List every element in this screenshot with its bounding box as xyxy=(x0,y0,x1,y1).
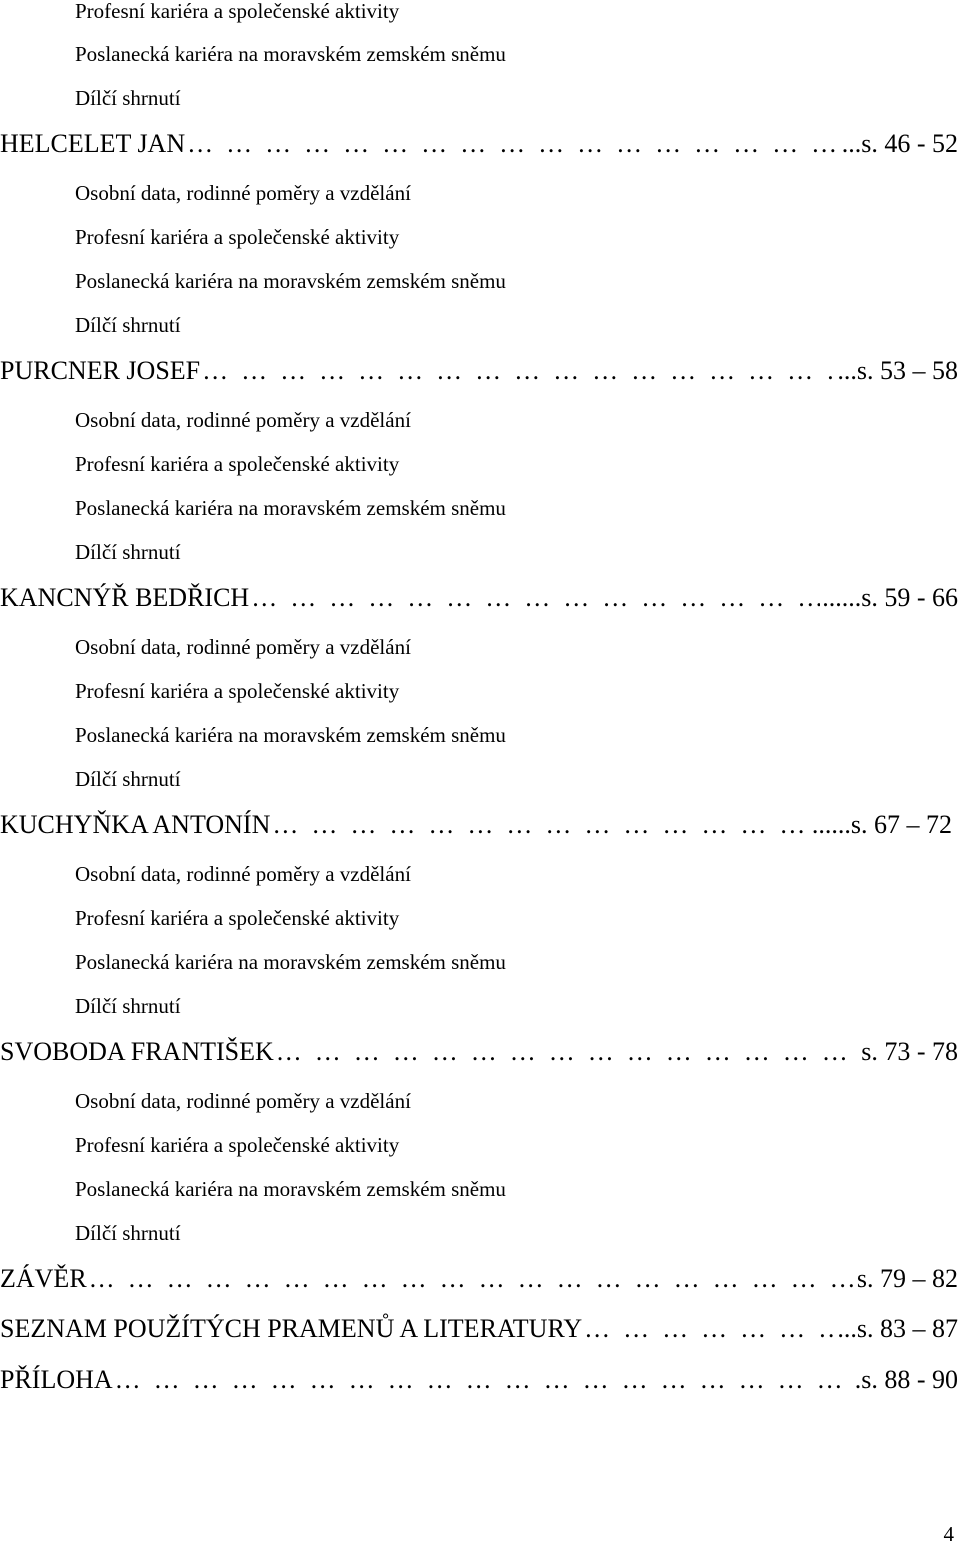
toc-subitem: Dílčí shrnutí xyxy=(75,86,181,110)
toc-subitem: Poslanecká kariéra na moravském zemském sněmu xyxy=(75,950,506,974)
toc-leader-dots xyxy=(584,1313,835,1345)
toc-entry-pages: ...s. 53 – 58 xyxy=(837,356,958,385)
toc-leader-dots xyxy=(202,355,835,387)
toc-entry-title: PURCNER JOSEF xyxy=(0,356,201,385)
toc-subitem: Poslanecká kariéra na moravském zemském sněmu xyxy=(75,1177,506,1201)
toc-subitem: Poslanecká kariéra na moravském zemském sněmu xyxy=(75,42,506,66)
toc-entry-title: SEZNAM POUŽÍTÝCH PRAMENŮ A LITERATURY xyxy=(0,1314,583,1343)
toc-subitem: Dílčí shrnutí xyxy=(75,994,181,1018)
toc-subitem: Profesní kariéra a společenské aktivity xyxy=(75,679,400,703)
toc-leader-dots xyxy=(89,1263,855,1295)
toc-entry-seznam-pramenu[interactable] xyxy=(0,1313,958,1345)
toc-subitem: Osobní data, rodinné poměry a vzdělání xyxy=(75,862,411,886)
toc-subitem: Dílčí shrnutí xyxy=(75,1221,181,1245)
toc-entry-kuchynka-antonin[interactable] xyxy=(0,809,952,841)
toc-entry-purcner-josef[interactable] xyxy=(0,355,958,387)
toc-subitem: Osobní data, rodinné poměry a vzdělání xyxy=(75,408,411,432)
toc-entry-title: HELCELET JAN xyxy=(0,129,186,158)
toc-entry-helcelet-jan[interactable] xyxy=(0,128,958,160)
toc-leader-dots xyxy=(272,809,810,841)
toc-subitem: Poslanecká kariéra na moravském zemském sněmu xyxy=(75,723,506,747)
toc-entry-title: KANCNÝŘ BEDŘICH xyxy=(0,583,250,612)
toc-subitem: Profesní kariéra a společenské aktivity xyxy=(75,0,400,23)
toc-entry-pages: ......s. 67 – 72 xyxy=(811,810,952,839)
toc-subitem: Poslanecká kariéra na moravském zemském sněmu xyxy=(75,496,506,520)
toc-subitem: Profesní kariéra a společenské aktivity xyxy=(75,906,400,930)
toc-entry-pages: s. 73 - 78 xyxy=(861,1037,958,1066)
toc-subitem: Poslanecká kariéra na moravském zemském sněmu xyxy=(75,269,506,293)
toc-subitem: Dílčí shrnutí xyxy=(75,767,181,791)
toc-entry-pages: ......s. 59 - 66 xyxy=(822,583,958,612)
toc-subitem: Profesní kariéra a společenské aktivity xyxy=(75,225,400,249)
toc-entry-pages: ...s. 46 - 52 xyxy=(841,129,958,158)
toc-entry-title: ZÁVĚR xyxy=(0,1264,87,1293)
toc-subitem: Osobní data, rodinné poměry a vzdělání xyxy=(75,635,411,659)
toc-leader-dots xyxy=(276,1036,859,1068)
toc-subitem: Profesní kariéra a společenské aktivity xyxy=(75,452,400,476)
toc-subitem: Dílčí shrnutí xyxy=(75,540,181,564)
toc-entry-pages: ...s. 83 – 87 xyxy=(837,1314,958,1343)
toc-entry-title: SVOBODA FRANTIŠEK xyxy=(0,1037,274,1066)
toc-subitem: Osobní data, rodinné poměry a vzdělání xyxy=(75,1089,411,1113)
toc-entry-title: PŘÍLOHA xyxy=(0,1365,113,1394)
toc-subitem: Dílčí shrnutí xyxy=(75,313,181,337)
toc-subitem: Profesní kariéra a společenské aktivity xyxy=(75,1133,400,1157)
toc-entry-title: KUCHYŇKA ANTONÍN xyxy=(0,810,271,839)
toc-entry-zaver[interactable] xyxy=(0,1263,958,1295)
toc-entry-svoboda-frantisek[interactable] xyxy=(0,1036,958,1068)
toc-entry-pages: s. 79 – 82 xyxy=(856,1264,958,1293)
toc-subitem: Osobní data, rodinné poměry a vzdělání xyxy=(75,181,411,205)
toc-leader-dots xyxy=(187,128,840,160)
toc-leader-dots xyxy=(251,582,820,614)
toc-entry-pages: .s. 88 - 90 xyxy=(854,1365,958,1394)
toc-leader-dots xyxy=(115,1364,853,1396)
toc-entry-kancnyr-bedrich[interactable] xyxy=(0,582,958,614)
page-number: 4 xyxy=(943,1522,954,1546)
toc-entry-priloha[interactable] xyxy=(0,1364,958,1396)
